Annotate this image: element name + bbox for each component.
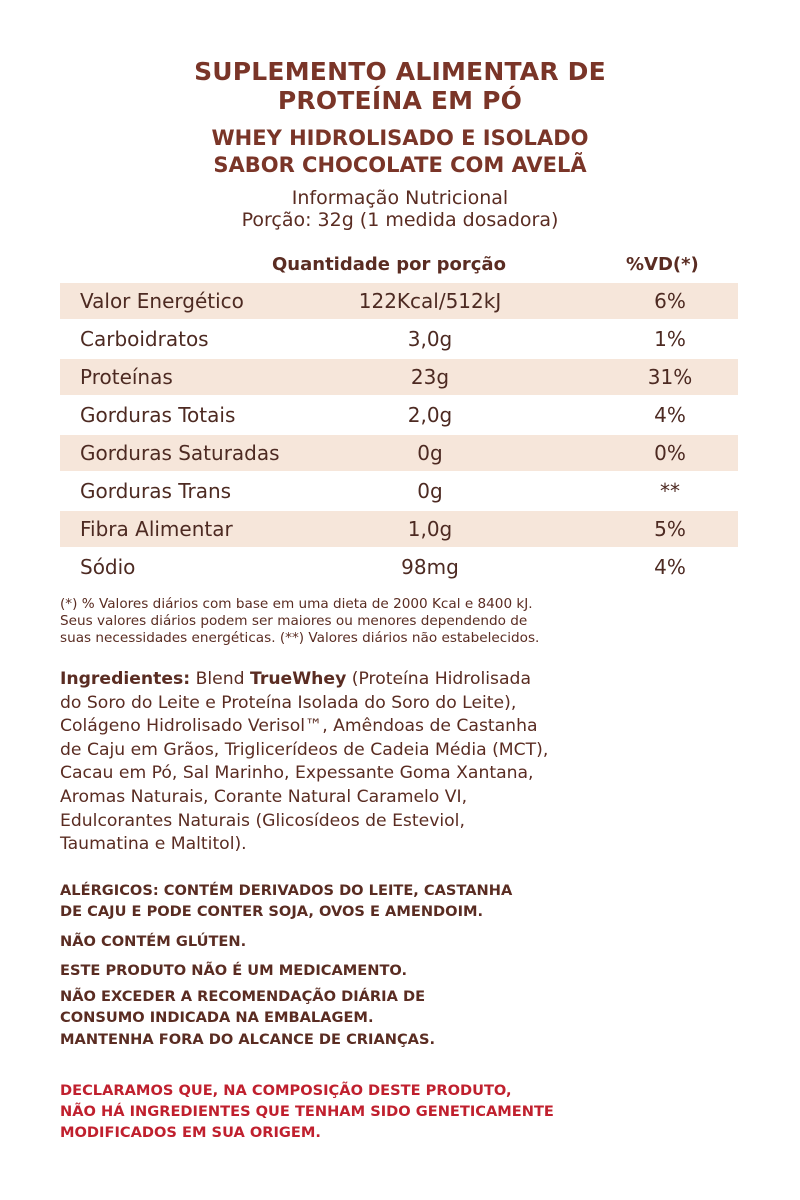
- nutrient-quantity: 122Kcal/512kJ: [358, 289, 502, 313]
- column-vd-header: %VD(*): [626, 254, 699, 275]
- brand-name: TrueWhey: [250, 669, 347, 689]
- nutrient-vd: 5%: [654, 517, 686, 541]
- table-row: [60, 511, 738, 547]
- title-line-1: SUPLEMENTO ALIMENTAR DE: [194, 57, 606, 86]
- nutrient-vd: 4%: [654, 403, 686, 427]
- gmo-line-2: NÃO HÁ INGREDIENTES QUE TENHAM SIDO GENETICAMENTE: [60, 1103, 554, 1120]
- nutrient-vd: **: [660, 479, 680, 503]
- ingredients-line-8: Taumatina e Maltitol).: [60, 834, 247, 855]
- nutrient-vd: 6%: [654, 289, 686, 313]
- column-quantity-header: Quantidade por porção: [272, 254, 506, 275]
- nutrient-name: Carboidratos: [80, 327, 209, 351]
- subtitle-line-1: WHEY HIDROLISADO E ISOLADO: [211, 126, 589, 150]
- dose-line-2: CONSUMO INDICADA NA EMBALAGEM.: [60, 1009, 374, 1026]
- ingredients-section: [60, 668, 750, 857]
- nutrient-quantity: 23g: [410, 365, 450, 389]
- table-row: [60, 435, 738, 471]
- footnote-line-1: (*) % Valores diários com base em uma dieta de 2000 Kcal e 8400 kJ.: [60, 596, 533, 612]
- table-header: [60, 254, 740, 280]
- footnote-line-3: suas necessidades energéticas. (**) Valores diários não estabelecidos.: [60, 630, 540, 646]
- gmo-declaration: [60, 1080, 750, 1143]
- nutrition-info-header: [0, 187, 800, 231]
- nutrient-quantity: 0g: [417, 479, 443, 503]
- ingredients-line-1-rest: (Proteína Hidrolisada: [346, 669, 531, 689]
- dose-warning: [60, 986, 750, 1028]
- nutrient-vd: 4%: [654, 555, 686, 579]
- ingredients-label: Ingredientes:: [60, 669, 191, 689]
- allergen-line-1: ALÉRGICOS: CONTÉM DERIVADOS DO LEITE, CASTANHA: [60, 882, 513, 899]
- dose-line-1: NÃO EXCEDER A RECOMENDAÇÃO DIÁRIA DE: [60, 988, 426, 1005]
- nutrient-name: Gorduras Trans: [80, 479, 232, 503]
- ingredients-line-2: do Soro do Leite e Proteína Isolada do Soro do Leite),: [60, 692, 517, 713]
- gluten-warning: NÃO CONTÉM GLÚTEN.: [60, 933, 247, 950]
- gmo-line-1: DECLARAMOS QUE, NA COMPOSIÇÃO DESTE PRODUTO,: [60, 1082, 512, 1099]
- ingredients-line-1: [60, 668, 750, 692]
- nutrient-quantity: 3,0g: [407, 327, 453, 351]
- ingredients-line-7: Edulcorantes Naturais (Glicosídeos de Esteviol,: [60, 810, 465, 831]
- nutrient-name: Valor Energético: [80, 289, 244, 313]
- portion-text: Porção: 32g (1 medida dosadora): [241, 209, 559, 231]
- table-row: [60, 549, 738, 585]
- nutrient-name: Fibra Alimentar: [80, 517, 233, 541]
- subtitle-line-2: SABOR CHOCOLATE COM AVELÃ: [213, 153, 587, 177]
- blend-prefix: Blend: [190, 669, 251, 689]
- gmo-line-3: MODIFICADOS EM SUA ORIGEM.: [60, 1124, 321, 1141]
- nutrient-name: Sódio: [80, 555, 136, 579]
- nutrient-quantity: 2,0g: [407, 403, 453, 427]
- allergen-warning: [60, 880, 750, 922]
- title-line-2: PROTEÍNA EM PÓ: [277, 86, 523, 115]
- nutrient-name: Gorduras Saturadas: [80, 441, 280, 465]
- nutrient-vd: 31%: [647, 365, 693, 389]
- table-row: [60, 359, 738, 395]
- medicine-warning: ESTE PRODUTO NÃO É UM MEDICAMENTO.: [60, 962, 408, 979]
- product-title: [0, 57, 800, 115]
- table-footnote: [60, 596, 750, 647]
- product-subtitle: [0, 125, 800, 179]
- nutrient-quantity: 98mg: [401, 555, 459, 579]
- nutrient-quantity: 1,0g: [407, 517, 453, 541]
- nutrient-vd: 1%: [654, 327, 686, 351]
- ingredients-line-6: Aromas Naturais, Corante Natural Caramelo VI,: [60, 786, 468, 807]
- allergen-line-2: DE CAJU E PODE CONTER SOJA, OVOS E AMENDOIM.: [60, 903, 484, 920]
- ingredients-line-3: Colágeno Hidrolisado Verisol™, Amêndoas de Castanha: [60, 716, 538, 737]
- nutrient-vd: 0%: [654, 441, 686, 465]
- children-warning: MANTENHA FORA DO ALCANCE DE CRIANÇAS.: [60, 1031, 436, 1048]
- info-title: Informação Nutricional: [291, 187, 509, 209]
- table-row: [60, 397, 738, 433]
- nutrient-name: Proteínas: [80, 365, 173, 389]
- footnote-line-2: Seus valores diários podem ser maiores ou menores dependendo de: [60, 613, 528, 629]
- nutrient-quantity: 0g: [417, 441, 443, 465]
- table-row: [60, 283, 738, 319]
- nutrient-name: Gorduras Totais: [80, 403, 236, 427]
- ingredients-line-5: Cacau em Pó, Sal Marinho, Expessante Goma Xantana,: [60, 763, 534, 784]
- ingredients-line-4: de Caju em Grãos, Triglicerídeos de Cadeia Média (MCT),: [60, 739, 549, 760]
- table-row: [60, 473, 738, 509]
- table-row: [60, 321, 738, 357]
